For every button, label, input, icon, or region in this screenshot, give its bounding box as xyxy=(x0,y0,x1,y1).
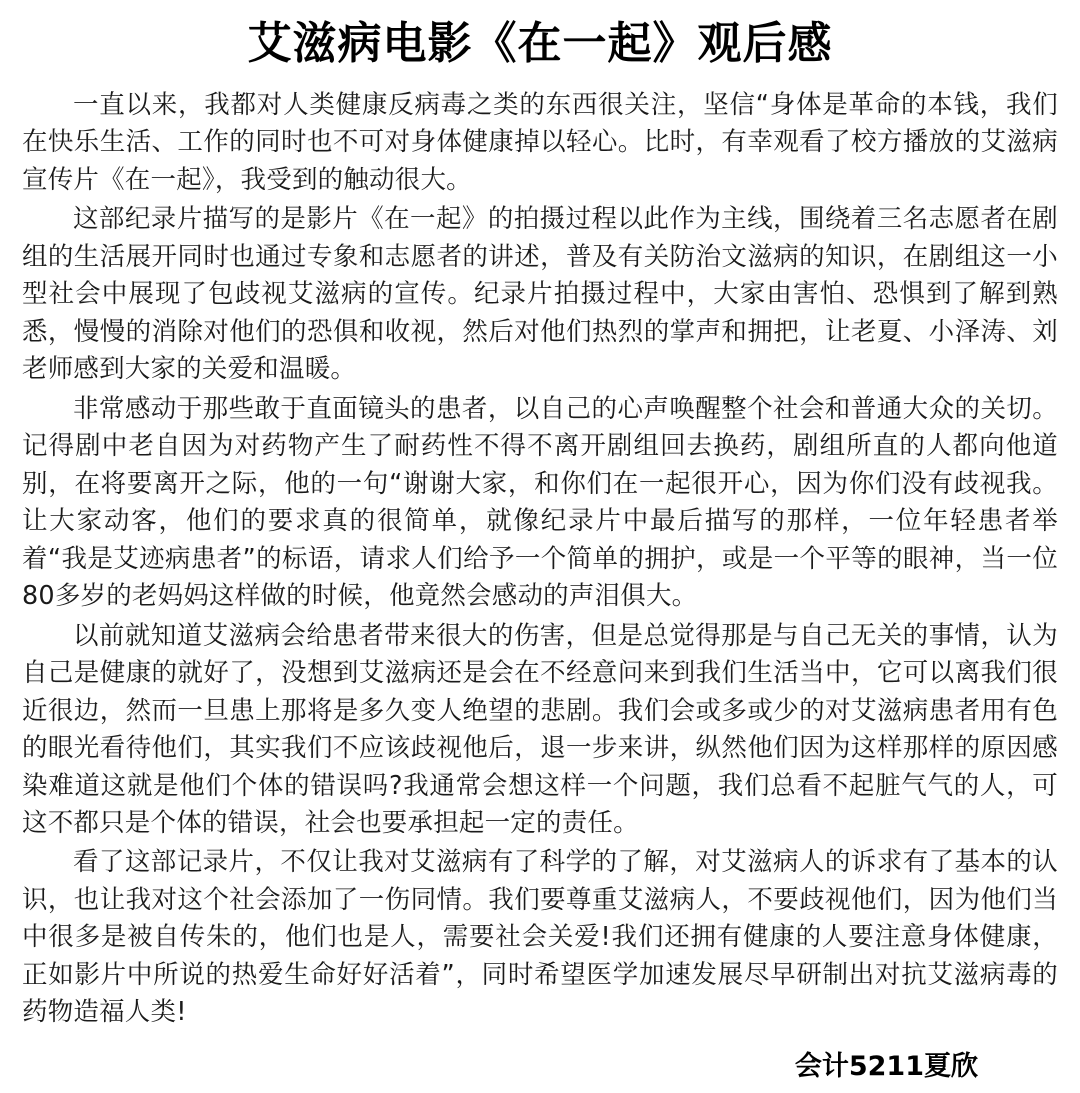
page-title: 艾滋病电影《在一起》观后感 xyxy=(247,18,833,69)
paragraph-5: 看了这部记录片，不仅让我对艾滋病有了科学的了解，对艾滋病人的诉求有了基本的认识，也让我对这个社会添加了一伤同情。我们要尊重艾滋病人，不要歧视他们，因为他们当中很多是被自传朱的，他们也是人，需要社会关爱!我们还拥有健康的人要注意身体健康，正如影片中所说的热爱生命好好活着”，同时希望医学加速发展尽早研制出对抗艾滋病毒的药物造福人类! xyxy=(22,847,1058,1028)
paragraph-4: 以前就知道艾滋病会给患者带来很大的伤害，但是总觉得那是与自己无关的事情，认为自己是健康的就好了，没想到艾滋病还是会在不经意问来到我们生活当中，它可以离我们很近很边，然而一旦患上那将是多久变人绝望的悲剧。我们会或多或少的对艾滋病患者用有色的眼光看待他们，其实我们不应该歧视他后，退一步来讲，纵然他们因为这样那样的原因感染难道这就是他们个体的错误吗?我通常会想这样一个问题，我们总看不起脏气气的人，可这不都只是个体的错误，社会也要承担起一定的责任。 xyxy=(22,620,1058,838)
paragraph-2: 这部纪录片描写的是影片《在一起》的拍摄过程以此作为主线，围绕着三名志愿者在剧组的生活展开同时也通过专象和志愿者的讲述，普及有关防治文滋病的知识，在剧组这一小型社会中展现了包歧视艾滋病的宣传。纪录片拍摄过程中，大家由害怕、恐惧到了解到熟悉，慢慢的消除对他们的恐俱和收视，然后对他们热烈的掌声和拥把，让老夏、小泽涛、刘老师感到大家的关爱和温暖。 xyxy=(22,204,1058,385)
paragraph-3: 非常感动于那些敢于直面镜头的患者，以自己的心声唤醒整个社会和普通大众的关切。记得剧中老自因为对药物产生了耐药性不得不离开剧组回去换药，剧组所直的人都向他道别，在将要离开之际，他的一句“谢谢大家，和你们在一起很开心，因为你们没有歧视我。让大家动客，他们的要求真的很简单，就像纪录片中最后描写的那样，一位年轻患者举着“我是艾迹病患者”的标语，请求人们给予一个简单的拥护，或是一个平等的眼神，当一位80多岁的老妈妈这样做的时候，他竟然会感动的声泪俱大。 xyxy=(22,393,1058,612)
document-body xyxy=(22,87,1058,1032)
author-signature: 会计5211夏欣 xyxy=(794,1050,978,1082)
paragraph-1: 一直以来，我都对人类健康反病毒之类的东西很关注，坚信“身体是革命的本钱，我们在快乐生活、工作的同时也不可对身体健康掉以轻心。比时，有幸观看了校方播放的艾滋病宣传片《在一起》，我受到的触动很大。 xyxy=(22,89,1058,195)
